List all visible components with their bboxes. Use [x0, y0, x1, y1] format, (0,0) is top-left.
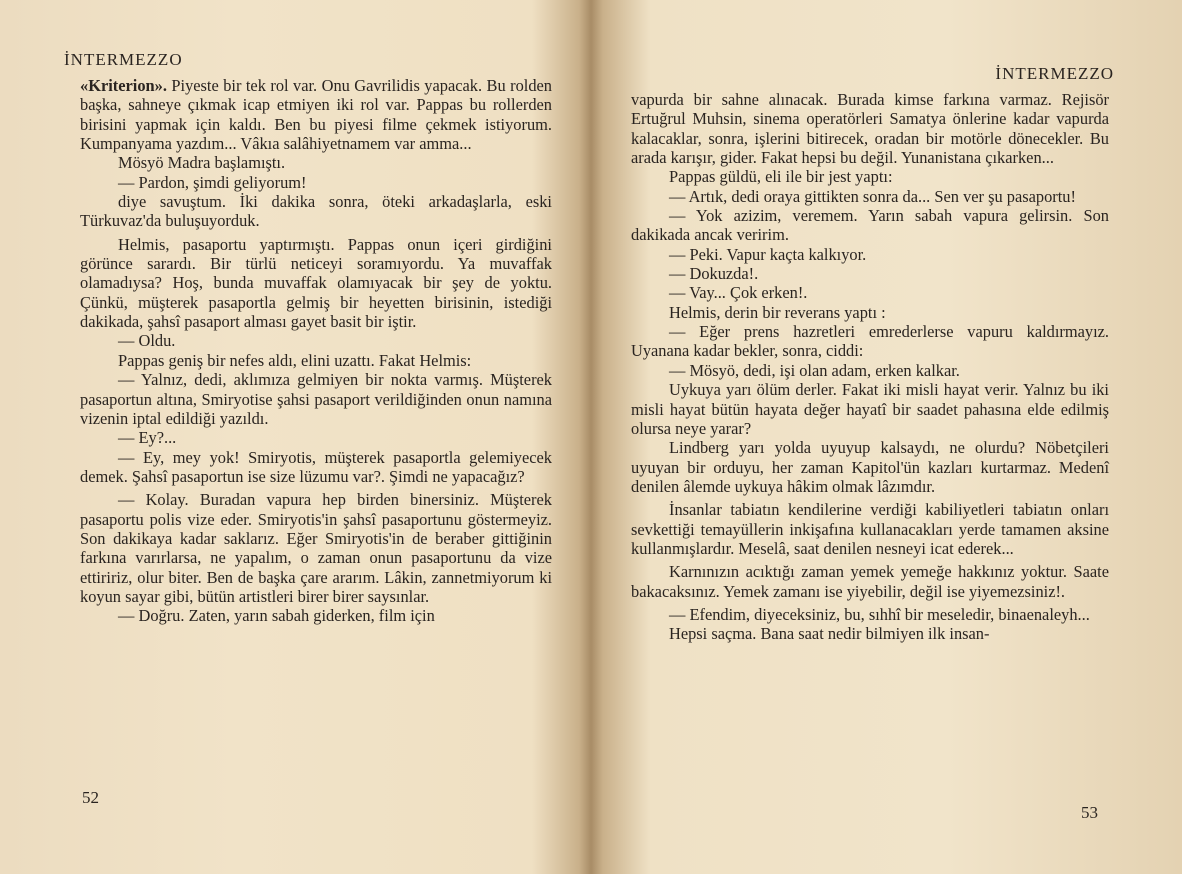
paragraph-text: — Yalnız, dedi, aklımıza gelmiyen bir nokta varmış. Müşterek pasaportun altına, Smiryotise şahsi pasaport verildiğinden onun namına vizenin iptal edildiği yazıldı. — [80, 370, 552, 428]
paragraph-text: Hepsi saçma. Bana saat nedir bilmiyen ilk insan- — [669, 624, 990, 644]
paragraph — [631, 206, 1109, 245]
paragraph — [80, 606, 552, 625]
paragraph-text: — Doğru. Zaten, yarın sabah giderken, film için — [118, 606, 435, 626]
paragraph-text: Lindberg yarı yolda uyuyup kalsaydı, ne olurdu? Nöbetçileri uyuyan bir orduyu, her zaman Kapitol'ün kazları kurtarmaz. Medenî denilen âlemde uykuya hâkim olmak lâzımdır. — [631, 438, 1109, 496]
paragraph-lead: «Kriterion». — [80, 76, 167, 95]
paragraph-text: Karnınızın acıktığı zaman yemek yemeğe hakkınız yoktur. Saate bakacaksınız. Yemek zamanı ise yiyebilir, değil ise yiyemezsiniz!. — [631, 562, 1109, 601]
paragraph — [631, 500, 1109, 558]
paragraph — [631, 303, 1109, 322]
paragraph — [80, 351, 552, 370]
paragraph-text: vapurda bir sahne alınacak. Burada kimse farkına varmaz. Rejisör Ertuğrul Muhsin, sinema operatörleri Samatya önlerine kadar vapurda kalacaklar, sonra, işlerini bitirecek, oradan bir motörle dönecekler. Bu arada karışır, gider. Fakat hepsi bu değil. Yunanistana çıkarken... — [631, 90, 1109, 168]
paragraph-text: Pappas geniş bir nefes aldı, elini uzattı. Fakat Helmis: — [118, 350, 472, 370]
paragraph-text: — Peki. Vapur kaçta kalkıyor. — [669, 244, 867, 264]
paragraph — [80, 173, 552, 192]
paragraph — [631, 322, 1109, 361]
paragraph — [80, 448, 552, 487]
paragraph-text: — Eğer prens hazretleri emrederlerse vapuru kaldırmayız. Uyanana kadar bekler, sonra, ciddi: — [631, 322, 1109, 361]
paragraph-text: — Dokuzda!. — [669, 264, 759, 284]
paragraph — [631, 380, 1109, 438]
paragraph — [80, 235, 552, 332]
paragraph — [80, 76, 552, 153]
paragraph — [631, 245, 1109, 264]
left-running-head: İNTERMEZZO — [64, 50, 183, 69]
paragraph-text: — Vay... Çok erken!. — [669, 283, 808, 303]
right-page-number: 53 — [1081, 803, 1098, 822]
paragraph-text: Mösyö Madra başlamıştı. — [118, 153, 286, 173]
paragraph-text: — Pardon, şimdi geliyorum! — [118, 172, 307, 192]
paragraph — [631, 167, 1109, 186]
paragraph-text: — Mösyö, dedi, işi olan adam, erken kalkar. — [669, 360, 960, 380]
paragraph-text: — Ey?... — [118, 428, 177, 448]
paragraph — [631, 605, 1109, 624]
paragraph-text: — Kolay. Buradan vapura hep birden binersiniz. Müşterek pasaportu polis vize eder. Smiryotis'in şahsî pasaportunu göstermeyiz. Son dakikaya kadar saklarız. Eğer Smiryotis'in de beraber gittiğinin farkına varırlarsa, ne yapalım, o zaman onun pasaportunu da vize ettiririz, olur biter. Ben de başka çare ararım. Lâkin, zannetmiyorum ki koyun sayar gibi, bütün artistleri birer birer saysınlar. — [80, 490, 552, 606]
paragraph — [80, 153, 552, 172]
right-page-body — [631, 90, 1109, 644]
paragraph — [631, 283, 1109, 302]
paragraph — [631, 624, 1109, 643]
paragraph — [80, 428, 552, 447]
paragraph — [631, 562, 1109, 601]
paragraph-text: — Artık, dedi oraya gittikten sonra da... Sen ver şu pasaportu! — [669, 186, 1076, 206]
left-page-body — [80, 76, 552, 626]
paragraph — [631, 361, 1109, 380]
paragraph-text: — Ey, mey yok! Smiryotis, müşterek pasaportla gelemiyecek demek. Şahsî pasaportun ise size lüzumu var?. Şimdi ne yapacağız? — [80, 447, 552, 486]
paragraph — [80, 370, 552, 428]
paragraph — [631, 187, 1109, 206]
paragraph-text: Helmis, derin bir reverans yaptı : — [669, 302, 886, 322]
paragraph-text: Pappas güldü, eli ile bir jest yaptı: — [669, 167, 893, 187]
paragraph-text: Helmis, pasaportu yaptırmıştı. Pappas onun içeri girdiğini görünce sarardı. Bir türlü neticeyi soramıyordu. Ya muvaffak olamadıysa? Hoş, bunda muvaffak olamıyacak bir şey de yoktu. Çünkü, müşterek pasaportla gelmiş bir heyetten birisinin, istediği dakikada, şahsî pasaport alması gayet basit bir iştir. — [80, 234, 552, 332]
paragraph — [80, 331, 552, 350]
left-page-number: 52 — [82, 788, 99, 807]
paragraph-text: diye savuştum. İki dakika sonra, öteki arkadaşlarla, eski Türkuvaz'da buluşuyorduk. — [80, 192, 552, 231]
paragraph-text: — Efendim, diyeceksiniz, bu, sıhhî bir meseledir, binaenaleyh... — [669, 604, 1090, 624]
paragraph — [80, 192, 552, 231]
paragraph — [631, 438, 1109, 496]
paragraph-text: İnsanlar tabiatın kendilerine verdiği kabiliyetleri tabiatın onları sevkettiği temayüllerin inkişafına kullanacakları yerde tamamen aksine kullanmışlardır. Meselâ, saat denilen nesneyi icat ederek... — [631, 500, 1109, 558]
right-page — [591, 0, 1182, 874]
paragraph-text: — Oldu. — [118, 331, 176, 351]
paragraph — [631, 264, 1109, 283]
right-running-head: İNTERMEZZO — [995, 64, 1114, 83]
paragraph-text: Piyeste bir tek rol var. Onu Gavrilidis yapacak. Bu rolden başka, sahneye çıkmak icap etmiyen iki rol var. Pappas bu rollerden birisini yapmak için kaldı. Ben bu piyesi filme çekmek istiyorum. Kumpanyama yazdım... Vâkıa salâhiyetnamem var amma... — [80, 76, 552, 154]
paragraph-text: Uykuya yarı ölüm derler. Fakat iki misli hayat verir. Yalnız bu iki misli hayat bütün hayata değer hayatî bir saadet pahasına elde edilmiş olursa neye yarar? — [631, 380, 1109, 438]
paragraph — [80, 490, 552, 606]
paragraph — [631, 90, 1109, 167]
paragraph-text: — Yok azizim, veremem. Yarın sabah vapura gelirsin. Son dakikada ancak veririm. — [631, 206, 1109, 245]
